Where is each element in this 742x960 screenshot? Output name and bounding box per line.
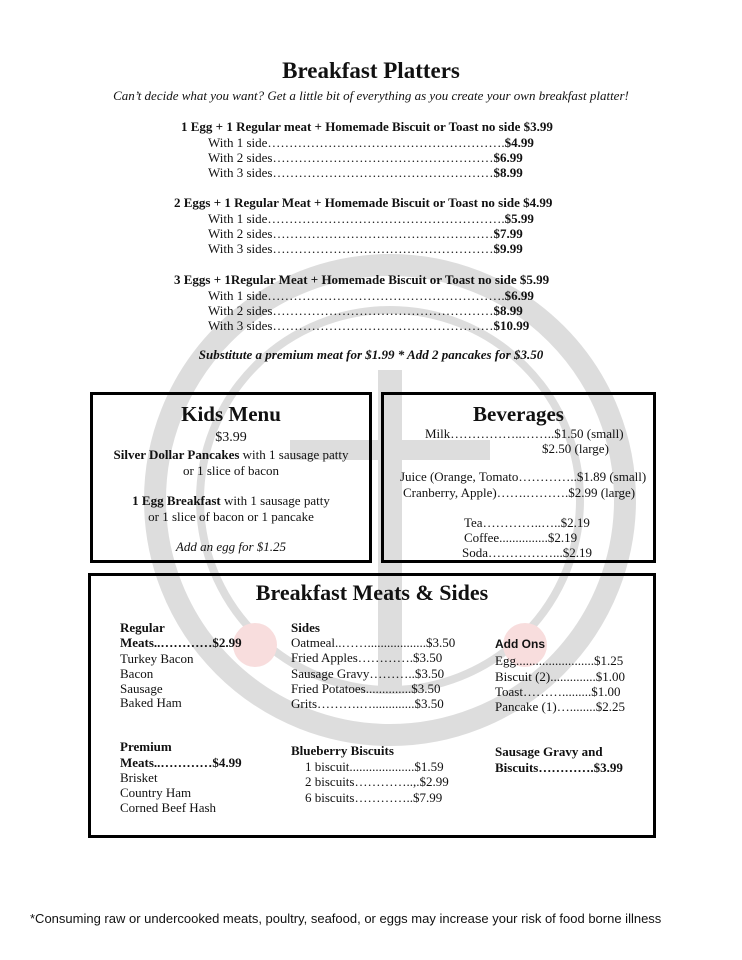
page-title: Breakfast Platters: [282, 58, 460, 83]
beverages-title: Beverages: [473, 402, 564, 426]
premium-meats-heading: Premium: [120, 739, 172, 754]
regular-meat-item: Baked Ham: [120, 695, 182, 710]
regular-meats-price: Meats..…………$2.99: [120, 635, 242, 650]
beverages-box: [381, 392, 656, 563]
kids-item-pancakes: Silver Dollar Pancakes with 1 sausage patty: [113, 447, 349, 462]
regular-meat-item: Bacon: [120, 666, 154, 681]
premium-meat-item: Brisket: [120, 770, 158, 785]
meats-sides-title: Breakfast Meats & Sides: [255, 580, 489, 605]
premium-meat-item: Country Ham: [120, 785, 192, 800]
platter-1-heading: 1 Egg + 1 Regular meat + Homemade Biscuit or Toast no side $3.99: [181, 119, 553, 134]
beverage-soda: Soda……………...$2.19: [462, 545, 592, 560]
sausage-gravy-biscuits-heading: Sausage Gravy and: [495, 744, 603, 759]
beverage-tea: Tea…………..…..$2.19: [464, 515, 590, 530]
side-item: Fried Potatoes..............$3.50: [291, 681, 441, 696]
add-on-item: Toast……….........$1.00: [495, 684, 621, 699]
sausage-gravy-biscuits-price: Biscuits………….$3.99: [495, 760, 623, 775]
add-on-item: Biscuit (2)..............$1.00: [495, 669, 625, 684]
blueberry-biscuits-heading: Blueberry Biscuits: [291, 743, 394, 758]
beverage-milk: Milk……………..……..$1.50 (small): [425, 426, 624, 441]
regular-meat-item: Sausage: [120, 681, 163, 696]
blueberry-biscuit-item: 2 biscuits…………..,.$2.99: [305, 774, 449, 789]
kids-menu-title: Kids Menu: [181, 402, 281, 426]
side-item: Oatmeal..……..................$3.50: [291, 635, 456, 650]
kids-item-egg-line2: or 1 slice of bacon or 1 pancake: [148, 509, 314, 524]
beverage-juice: Juice (Orange, Tomato…………..$1.89 (small): [400, 469, 647, 484]
premium-meat-item: Corned Beef Hash: [120, 800, 217, 815]
food-safety-disclaimer: *Consuming raw or undercooked meats, poultry, seafood, or eggs may increase your risk of food borne illness: [30, 911, 662, 926]
platter-1-side-3: With 3 sides……………………………………………$8.99: [208, 165, 523, 180]
add-on-item: Egg........................$1.25: [495, 653, 624, 668]
regular-meats-heading: Regular: [120, 620, 165, 635]
platter-3-side-1: With 1 side……………………………………………….$6.99: [208, 288, 534, 303]
sides-heading: Sides: [291, 620, 320, 635]
premium-meats-price: Meats..…………$4.99: [120, 755, 242, 770]
platter-3-side-2: With 2 sides……………………………………………$8.99: [208, 303, 523, 318]
platter-3-heading: 3 Eggs + 1Regular Meat + Homemade Biscuit or Toast no side $5.99: [174, 272, 550, 287]
regular-meat-item: Turkey Bacon: [120, 651, 194, 666]
platter-1-side-2: With 2 sides……………………………………………$6.99: [208, 150, 523, 165]
side-item: Fried Apples………….$3.50: [291, 650, 443, 665]
platter-2-heading: 2 Eggs + 1 Regular Meat + Homemade Biscuit or Toast no side $4.99: [174, 195, 553, 210]
meats-sides-box: [88, 573, 656, 838]
platter-3-side-3: With 3 sides……………………………………………$10.99: [208, 318, 530, 333]
side-item: Sausage Gravy………..$3.50: [291, 666, 445, 681]
kids-menu-box: [90, 392, 372, 563]
kids-add-egg-note: Add an egg for $1.25: [175, 539, 287, 554]
beverage-juice-large: Cranberry, Apple)…….……….$2.99 (large): [403, 485, 636, 500]
platter-1-side-1: With 1 side……………………………………………….$4.99: [208, 135, 534, 150]
kids-menu-price: $3.99: [215, 430, 247, 445]
platter-2-side-1: With 1 side……………………………………………….$5.99: [208, 211, 534, 226]
platter-substitution-note: Substitute a premium meat for $1.99 * Add 2 pancakes for $3.50: [198, 347, 544, 362]
add-on-item: Pancake (1)…........$2.25: [495, 699, 625, 714]
platter-2-side-2: With 2 sides……………………………………………$7.99: [208, 226, 523, 241]
kids-item-pancakes-line2: or 1 slice of bacon: [182, 463, 280, 478]
beverage-coffee: Coffee...............$2.19: [464, 530, 578, 545]
page-subtitle: Can’t decide what you want? Get a little bit of everything as you create your own breakfast platter!: [113, 88, 629, 103]
blueberry-biscuit-item: 6 biscuits…………..$7.99: [305, 790, 443, 805]
side-item: Grits……….….............$3.50: [291, 696, 444, 711]
beverage-milk-large: $2.50 (large): [542, 441, 609, 456]
blueberry-biscuit-item: 1 biscuit....................$1.59: [305, 759, 444, 774]
platter-2-side-3: With 3 sides……………………………………………$9.99: [208, 241, 523, 256]
kids-item-egg: 1 Egg Breakfast with 1 sausage patty: [132, 493, 330, 508]
add-ons-heading: Add Ons: [495, 637, 545, 651]
